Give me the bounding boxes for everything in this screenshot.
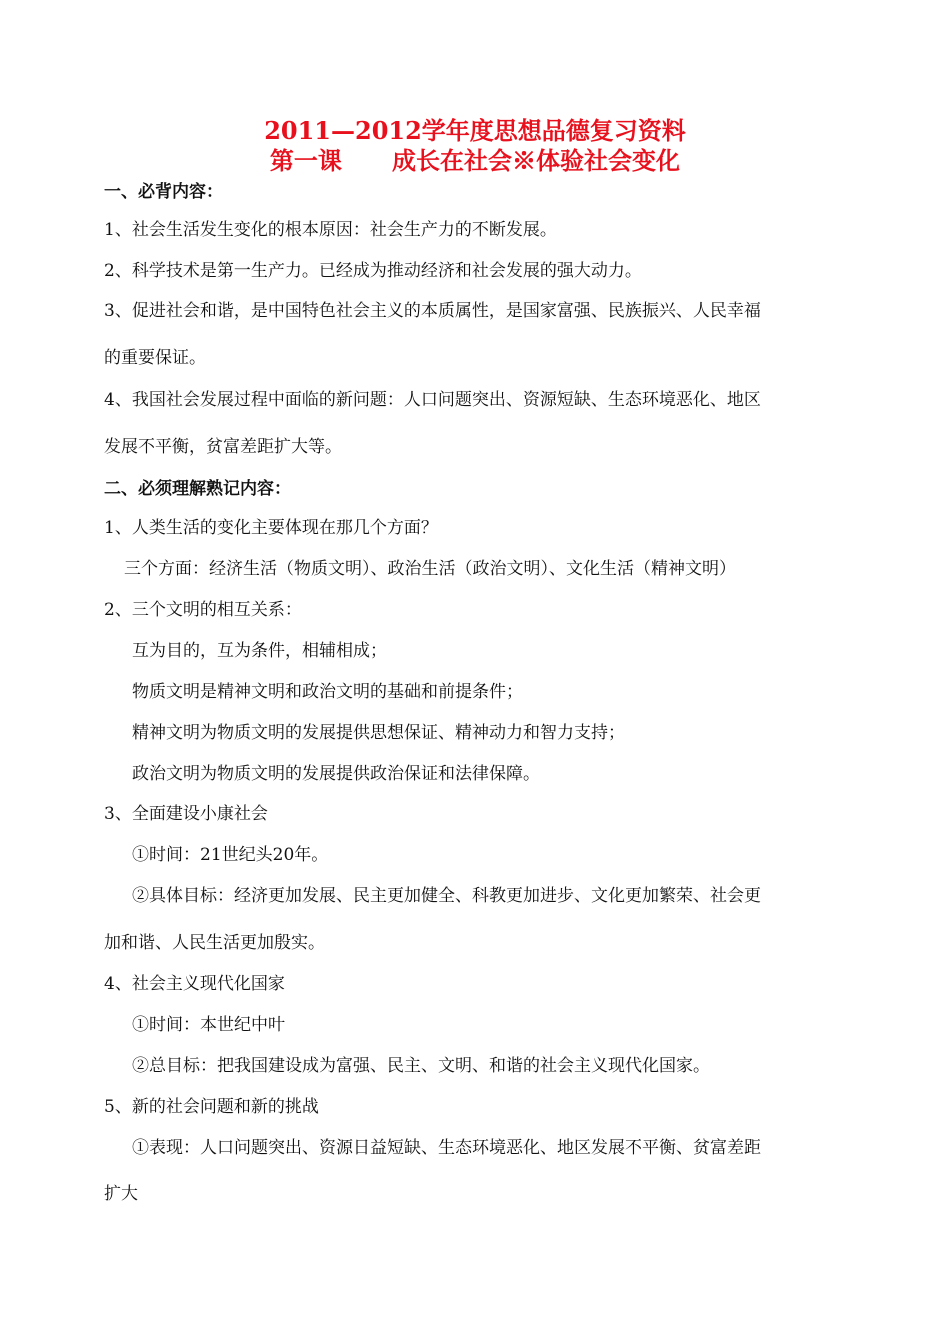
text-line: 物质文明是精神文明和政治文明的基础和前提条件； [132, 682, 523, 702]
lesson-title: 第一课 成长在社会※体验社会变化 [269, 146, 681, 175]
text-line: 3、促进社会和谐，是中国特色社会主义的本质属性，是国家富强、民族振兴、人民幸福 [104, 301, 761, 321]
text-line: 互为目的，互为条件，相辅相成； [132, 641, 387, 661]
text-line: 1、人类生活的变化主要体现在那几个方面？ [104, 518, 438, 538]
text-line: ①时间：本世纪中叶 [132, 1015, 285, 1035]
text-line: 4、我国社会发展过程中面临的新问题：人口问题突出、资源短缺、生态环境恶化、地区 [104, 390, 761, 410]
document-title: 2011—2012学年度思想品德复习资料 [264, 116, 686, 145]
text-line: ①表现：人口问题突出、资源日益短缺、生态环境恶化、地区发展不平衡、贫富差距 [132, 1138, 761, 1158]
text-line: 扩大 [104, 1184, 138, 1204]
text-line: ②总目标：把我国建设成为富强、民主、文明、和谐的社会主义现代化国家。 [132, 1056, 710, 1076]
text-line: 1、社会生活发生变化的根本原因：社会生产力的不断发展。 [104, 220, 557, 240]
text-line: ①时间：21世纪头20年。 [132, 845, 329, 865]
text-line: 精神文明为物质文明的发展提供思想保证、精神动力和智力支持； [132, 723, 625, 743]
text-line: 的重要保证。 [104, 348, 206, 368]
text-line: 三个方面：经济生活（物质文明）、政治生活（政治文明）、文化生活（精神文明） [124, 559, 736, 579]
text-line: 2、科学技术是第一生产力。已经成为推动经济和社会发展的强大动力。 [104, 261, 642, 281]
text-line: 4、社会主义现代化国家 [104, 974, 285, 994]
text-line: 2、三个文明的相互关系： [104, 600, 302, 620]
text-line: 加和谐、人民生活更加殷实。 [104, 933, 325, 953]
section-heading-must-understand: 二、必须理解熟记内容： [104, 479, 291, 499]
text-line: ②具体目标：经济更加发展、民主更加健全、科教更加进步、文化更加繁荣、社会更 [132, 886, 761, 906]
text-line: 政治文明为物质文明的发展提供政治保证和法律保障。 [132, 764, 540, 784]
section-heading-must-memorize: 一、必背内容： [104, 182, 223, 202]
text-line: 3、全面建设小康社会 [104, 804, 268, 824]
text-line: 5、新的社会问题和新的挑战 [104, 1097, 319, 1117]
text-line: 发展不平衡，贫富差距扩大等。 [104, 437, 342, 457]
